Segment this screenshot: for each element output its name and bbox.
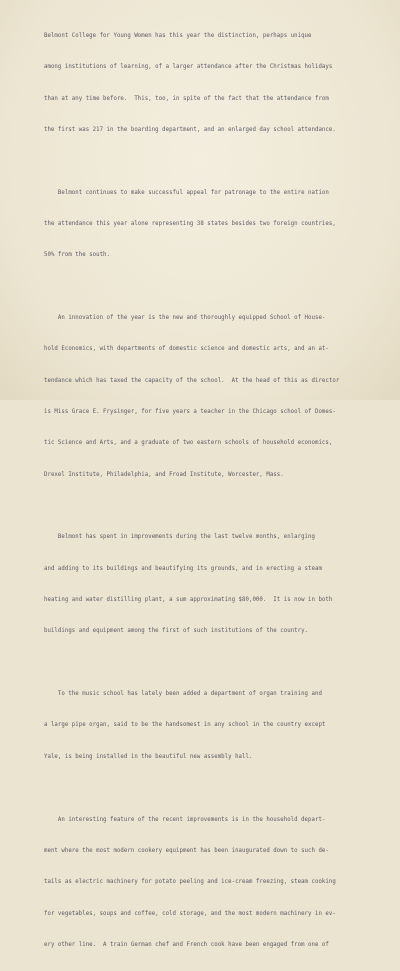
blank-line xyxy=(44,658,394,668)
text-line: 50% from the south. xyxy=(44,252,111,259)
document-body xyxy=(44,10,394,971)
text-line: ment where the most modern cookery equipment has been inaugurated down to such de- xyxy=(44,847,329,854)
text-line: for vegetables, soups and coffee, cold storage, and the most modern machinery in ev- xyxy=(44,910,336,917)
text-line: Belmont continues to make successful appeal for patronage to the entire nation xyxy=(44,189,329,196)
text-line: a large pipe organ, said to be the handsomest in any school in the country except xyxy=(44,722,326,729)
text-line: tic Science and Arts, and a graduate of two eastern schools of household economics, xyxy=(44,440,333,447)
text-line: Drexel Institute, Philadelphia, and Froad Institute, Worcester, Mass. xyxy=(44,471,284,478)
text-line: An interesting feature of the recent improvements is in the household depart- xyxy=(44,816,326,823)
text-line: To the music school has lately been added a department of organ training and xyxy=(44,691,322,698)
text-line: An innovation of the year is the new and thoroughly equipped School of House- xyxy=(44,315,326,321)
blank-line xyxy=(44,783,394,793)
text-line: and adding to its buildings and beautifying its grounds, and in erecting a steam xyxy=(44,565,322,572)
blank-line xyxy=(44,501,394,511)
text-line: ery other line. A train German chef and French cook have been engaged from one of xyxy=(44,941,329,948)
text-line: among institutions of learning, of a larger attendance after the Christmas holidays xyxy=(44,64,333,71)
text-line: heating and water distilling plant, a sum approximating $80,000. It is now in both xyxy=(44,597,333,604)
text-line: the first was 217 in the boarding department, and an enlarged day school attendance. xyxy=(44,126,336,133)
blank-line xyxy=(44,282,394,292)
text-line: tendance which has taxed the capacity of the school. At the head of this as director xyxy=(44,377,340,384)
blank-line xyxy=(44,156,394,166)
text-line: Belmont College for Young Women has this year the distinction, perhaps unique xyxy=(44,32,312,39)
text-line: is Miss Grace E. Frysinger, for five years a teacher in the Chicago school of Domes- xyxy=(44,409,336,416)
text-line: the attendance this year alone representing 38 states besides two foreign countries, xyxy=(44,220,336,227)
text-line: Belmont has spent in improvements during the last twelve months, enlarging xyxy=(44,534,315,541)
text-line: than at any time before. This, too, in spite of the fact that the attendance from xyxy=(44,95,329,102)
text-line: tails as electric machinery for potato peeling and ice-cream freezing, steam cooking xyxy=(44,879,336,886)
text-line: buildings and equipment among the first of such institutions of the country. xyxy=(44,628,309,635)
text-line: Yale, is being installed in the beautiful new assembly hall. xyxy=(44,753,253,760)
text-line: hold Economics, with departments of domestic science and domestic arts, and an at- xyxy=(44,346,329,353)
